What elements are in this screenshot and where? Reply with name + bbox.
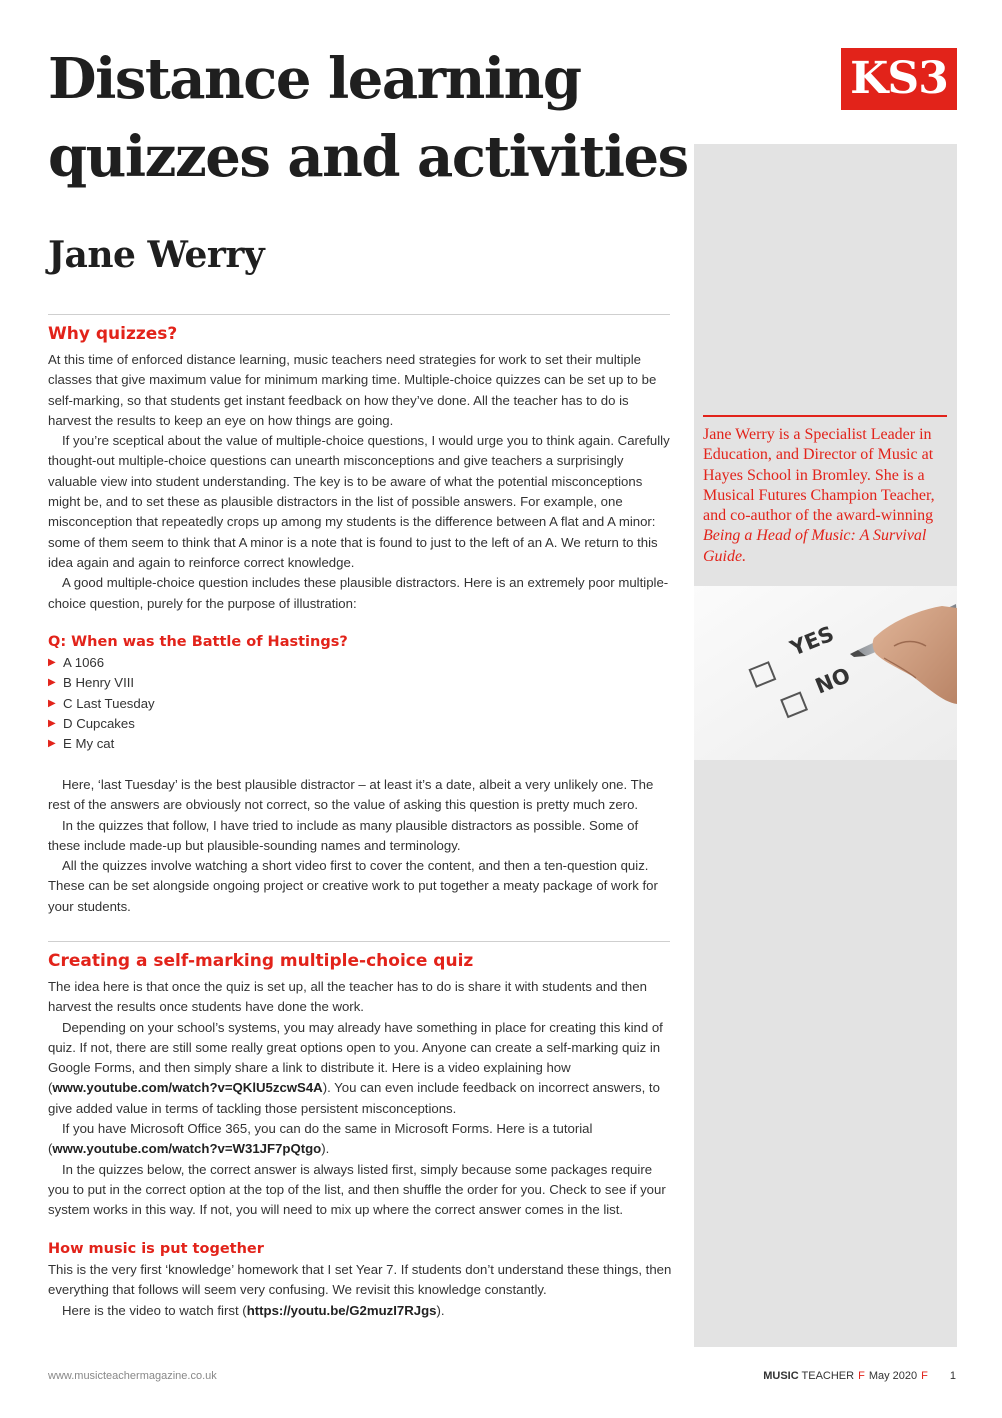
section-heading-why-quizzes: Why quizzes? [48,324,178,344]
paragraph-text: ). You can even include feedback on incorrect answers, to give added value in terms of tackling those persistent misconceptions. [48,1080,660,1116]
paragraph-text: ). [436,1302,445,1318]
author-bio [703,425,955,567]
list-item [48,714,155,734]
section-why-quizzes-body-continued [48,775,674,917]
page-title: Distance learning quizzes and activities [48,46,688,190]
paragraph: At this time of enforced distance learning, music teachers need strategies for work to set their multiple classes that give maximum value for minimum marking time. Multiple-choice quizzes can be set up to be self-marking, so that students get instant feedback on how they’ve done. All the teacher has to do is harvest the results to keep an eye on how things are going. [48,352,657,428]
arrow-bullet-icon: ▶ [48,657,56,668]
footer-brand: TEACHER [801,1370,855,1382]
paragraph-text: Depending on your school’s systems, you may already have something in place for creating this kind of quiz. If not, there are still some really great options open to you. Anyone can create a self-marking quiz in Google Forms, and then simply share a link to distribute it. Here is a video explaining how ( [48,1019,663,1096]
answer-text: C Last Tuesday [63,695,155,711]
list-item [48,653,155,673]
section-divider [48,314,670,315]
section-heading-self-marking-quiz: Creating a self-marking multiple-choice quiz [48,951,474,971]
answer-text: B Henry VIII [63,675,135,691]
answer-text: A 1066 [63,655,105,670]
paragraph [48,1119,674,1160]
paragraph: Here, ‘last Tuesday’ is the best plausible distractor – at least it’s a date, albeit a very unlikely one. The rest of the answers are obviously not correct, so the value of asking this question is pretty much zero. [48,777,654,813]
arrow-bullet-icon: ▶ [48,677,56,689]
list-item [48,673,155,693]
paragraph-text: Here is the video to watch first ( [62,1302,247,1318]
section-heading-how-music-is-put-together: How music is put together [48,1241,264,1257]
arrow-bullet-icon: ▶ [48,717,56,729]
footer-separator: F [858,1370,865,1382]
section-self-marking-body [48,977,674,1221]
section-how-music-body [48,1260,674,1321]
paragraph: In the quizzes below, the correct answer is always listed first, simply because some packages require you to put in the correct option at the top of the list, and then shuffle the order for you. Check to see if your system works in this way. If not, you will need to mix up where the correct answer comes in the list. [48,1161,666,1218]
answer-text: D Cupcakes [63,715,135,731]
paragraph: All the quizzes involve watching a short video first to cover the content, and then a ten-question quiz. These can be set alongside ongoing project or creative work to put together a meaty package of work for your students. [48,858,658,914]
paragraph: If you’re sceptical about the value of multiple-choice questions, I would urge you to think again. Carefully thought-out multiple-choice questions can unearth misconceptions and give teachers a surprisingly valuable view into student understanding. The key is to be aware of what the potential misconceptions might be, and to set these as plausible distractors in the list of possible answers. For example, one misconception that repeatedly crops up among my students is the difference between A flat and A minor: some of them seem to think that A minor is a note that is found to just to the left of an A. We return to this idea again and again to reinforce correct knowledge. [48,433,670,570]
author-bio-text: Jane Werry is a Specialist Leader in Education, and Director of Music at Hayes School in Bromley. She is a Musical Futures Champion Teacher, and co-author of the award-winning [703,426,935,525]
page-number: 1 [949,1370,956,1382]
footer-website-url[interactable]: www.musicteachermagazine.co.uk [48,1370,217,1382]
list-item [48,734,155,754]
footer-brand-bold: MUSIC [763,1370,799,1382]
arrow-bullet-icon: ▶ [48,697,56,709]
paragraph: In the quizzes that follow, I have tried to include as many plausible distractors as possible. Some of these include made-up but plausible-sounding names and terminology. [48,817,639,853]
yes-label: YES [786,621,838,661]
sidebar-divider [703,415,947,417]
microsoft-forms-tutorial-link[interactable]: www.youtube.com/watch?v=W31JF7pQtgo [52,1141,322,1157]
footer-issue-info [763,1370,956,1382]
ks3-badge: KS3 [841,48,957,110]
hand-pen-illustration [694,586,957,760]
quiz-checkbox-photo [694,586,957,760]
section-divider [48,941,670,942]
arrow-bullet-icon: ▶ [48,738,56,750]
paragraph: The idea here is that once the quiz is set up, all the teacher has to do is share it with students and then harvest the results once students have done the work. [48,979,647,1015]
paragraph: A good multiple-choice question includes these plausible distractors. Here is an extremely poor multiple-choice question, purely for the purpose of illustration: [48,575,669,611]
google-forms-video-link[interactable]: www.youtube.com/watch?v=QKlU5zcwS4A [52,1080,323,1096]
answer-list [48,653,155,754]
section-why-quizzes-body [48,350,674,614]
footer-date: May 2020 [868,1370,918,1382]
answer-text: E My cat [63,736,115,752]
paragraph [48,1301,674,1321]
list-item [48,694,155,714]
paragraph [48,1018,674,1119]
author-name: Jane Werry [48,234,265,276]
no-label: NO [811,663,854,699]
example-question: Q: When was the Battle of Hastings? [48,634,348,650]
paragraph-text: ). [321,1141,330,1157]
author-book-title: Being a Head of Music: A Survival Guide. [703,527,927,565]
footer-separator: F [921,1370,928,1382]
paragraph-text: If you have Microsoft Office 365, you can do the same in Microsoft Forms. Here is a tutorial ( [48,1121,593,1157]
how-music-video-link[interactable]: https://youtu.be/G2muzI7RJgs [246,1302,437,1318]
paragraph: This is the very first ‘knowledge’ homework that I set Year 7. If students don’t understand these things, then everything that follows will seem very confusing. We revisit this knowledge constantly. [48,1262,672,1298]
